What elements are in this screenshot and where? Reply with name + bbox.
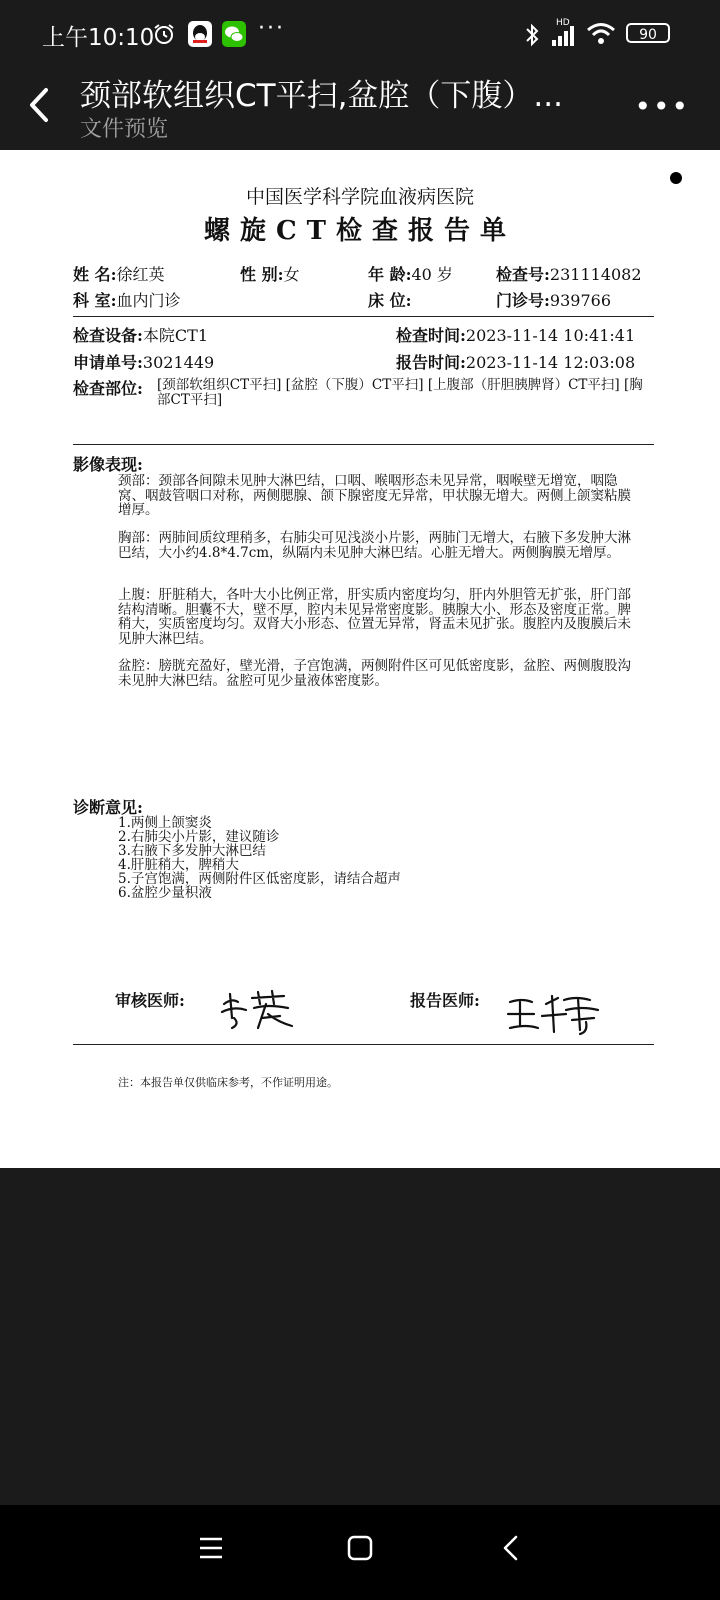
clinic-no: 939766 [549, 291, 611, 310]
diagnosis-item: 1.两侧上颌窦炎 [118, 815, 212, 831]
patient-sex: 女 [283, 265, 300, 284]
diagnosis-item: 5.子宫饱满，两侧附件区低密度影，请结合超声 [118, 871, 401, 887]
exam-time-label: 检查时间: [396, 326, 466, 345]
wifi-icon [586, 22, 616, 46]
diagnosis-item: 3.右腋下多发肿大淋巴结 [118, 843, 266, 859]
exam-no: 231114082 [549, 265, 642, 284]
reviewer-label: 审核医师: [115, 991, 185, 1010]
network-type-label: HD [556, 18, 570, 28]
findings-heading: 影像表现: [73, 455, 143, 474]
age-label: 年 龄: [368, 265, 412, 284]
app-header [0, 68, 720, 150]
finding-chest: 胸部：两肺间质纹理稍多，右肺尖可见浅淡小片影，两肺门无增大，右腋下多发肿大淋巴结，大小约4.8*4.7cm，纵隔内未见肿大淋巴结。心脏无增大。两侧胸膜无增厚。 [118, 530, 631, 561]
status-bar [0, 0, 720, 68]
patient-age: 40 岁 [411, 265, 453, 284]
sex-label: 性 别: [240, 265, 284, 284]
exam-no-label: 检查号: [496, 265, 550, 284]
alarm-icon [152, 22, 176, 46]
finding-neck: 颈部：颈部各间隙未见肿大淋巴结，口咽、喉咽形态未见异常，咽喉壁无增宽，咽隐窝、咽鼓管咽口对称，两侧腮腺、颌下腺密度无异常，甲状腺无增大。两侧上颌窦粘膜增厚。 [118, 473, 631, 518]
report-title: 螺旋CT检查报告单 [203, 216, 517, 246]
battery-level: 90 [639, 27, 657, 43]
dept-label: 科 室: [73, 291, 117, 310]
reporter-label: 报告医师: [410, 991, 480, 1010]
more-options-button[interactable]: ••• [634, 90, 690, 123]
system-nav-bar [0, 1505, 720, 1600]
exam-site: [颈部软组织CT平扫] [盆腔（下腹）CT平扫] [上腹部（肝胆胰脾肾）CT平扫] [胸部CT平扫] [157, 377, 643, 408]
dept-field [73, 288, 181, 311]
reporter-signature [506, 992, 606, 1038]
device-field [73, 323, 208, 346]
finding-abdomen: 上腹：肝脏稍大，各叶大小比例正常，肝实质内密度均匀，肝内外胆管无扩张，肝门部结构清晰。胆囊不大，壁不厚，腔内未见异常密度影。胰腺大小、形态及密度正常。脾稍大，实质密度均匀。双肾大小形态、位置无异常，肾盂未见扩张。腹腔内及腹膜后未见肿大淋巴结。 [118, 587, 631, 647]
status-time: 上午10:10 [42, 25, 155, 51]
bed-label: 床 位: [368, 291, 412, 310]
diagnosis-item: 2.右肺尖小片影，建议随诊 [118, 829, 280, 845]
dept: 血内门诊 [116, 291, 181, 310]
home-nav-button[interactable] [347, 1535, 373, 1561]
diagnosis-heading: 诊断意见: [73, 798, 143, 817]
diagnosis-item: 6.盆腔少量积液 [118, 885, 212, 901]
reviewer-signature [218, 988, 298, 1034]
patient-name: 徐红英 [116, 265, 165, 284]
finding-pelvis: 盆腔：膀胱充盈好，壁光滑，子宫饱满，两侧附件区可见低密度影，盆腔、两侧腹股沟未见肿大淋巴结。盆腔可见少量液体密度影。 [118, 658, 631, 689]
report-time: 2023-11-14 12:03:08 [465, 353, 636, 372]
qq-icon [188, 21, 212, 47]
diagnosis-item: 4.肝脏稍大，脾稍大 [118, 857, 239, 873]
request-no-label: 申请单号: [73, 353, 143, 372]
name-label: 姓 名: [73, 265, 117, 284]
wechat-icon [222, 21, 246, 47]
report-time-field [396, 350, 635, 373]
menu-nav-button[interactable] [198, 1535, 224, 1561]
back-button[interactable] [22, 82, 62, 128]
divider [73, 316, 654, 317]
site-label: 检查部位: [73, 379, 143, 398]
device-label: 检查设备: [73, 326, 143, 345]
device: 本院CT1 [142, 326, 209, 345]
disclaimer-note: 注：本报告单仅供临床参考，不作证明用途。 [118, 1076, 338, 1089]
battery-icon [626, 23, 670, 43]
exam-time: 2023-11-14 10:41:41 [465, 326, 636, 345]
request-no: 3021449 [142, 353, 215, 372]
signal-icon [550, 26, 578, 46]
document-preview [0, 150, 720, 1168]
age-field [368, 262, 453, 285]
back-nav-button[interactable] [498, 1535, 524, 1561]
report-time-label: 报告时间: [396, 353, 466, 372]
sex-field [240, 262, 300, 285]
bluetooth-icon [524, 22, 540, 48]
document-subtitle: 文件预览 [80, 117, 169, 142]
request-no-field [73, 350, 214, 373]
more-notifications-icon: ··· [258, 16, 285, 41]
exam-no-field [496, 262, 642, 285]
exam-time-field [396, 323, 635, 346]
clinic-no-field [496, 288, 611, 311]
divider [73, 444, 654, 445]
bed-field [368, 288, 411, 311]
document-title: 颈部软组织CT平扫,盆腔（下腹）... [80, 78, 563, 114]
divider [73, 1044, 654, 1045]
clinic-no-label: 门诊号: [496, 291, 550, 310]
hospital-name: 中国医学科学院血液病医院 [245, 186, 474, 208]
patient-name-field [73, 262, 165, 285]
